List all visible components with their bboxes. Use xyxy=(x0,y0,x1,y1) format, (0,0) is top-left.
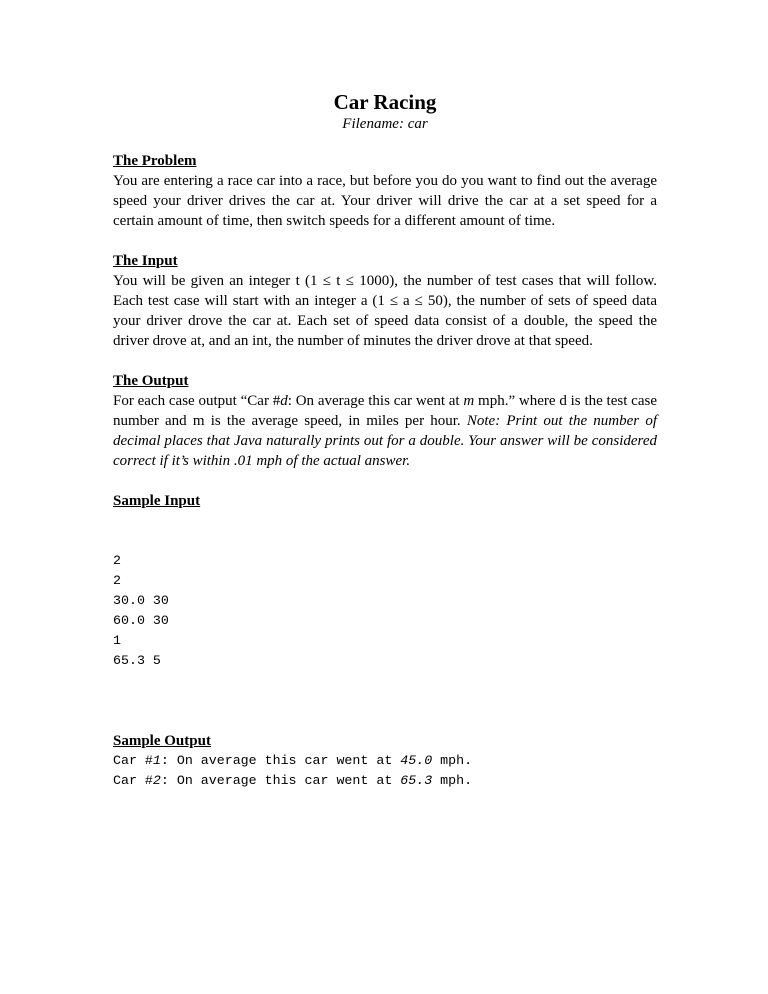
sample-output-prefix: Car # xyxy=(113,773,153,788)
output-section xyxy=(113,371,657,471)
sample-input-line: 30.0 30 xyxy=(113,593,169,608)
sample-input-line: 65.3 5 xyxy=(113,653,161,668)
output-heading: The Output xyxy=(113,373,189,389)
output-note: Note: Print out the number of decimal places that Java naturally prints out for a double. Your answer will be considered correct if it’s within .01 mph of the actual answer. xyxy=(113,413,657,469)
problem-heading: The Problem xyxy=(113,153,197,169)
sample-input-heading: Sample Input xyxy=(113,493,201,509)
sample-output-line xyxy=(113,771,657,791)
sample-output-speed: 45.0 xyxy=(400,753,433,768)
sample-output-mid: : On average this car went at xyxy=(160,773,401,788)
document-page xyxy=(113,90,657,811)
sample-input-section xyxy=(113,491,657,711)
sample-input-line: 2 xyxy=(113,553,121,568)
output-var-d: d xyxy=(280,393,288,409)
sample-input-block xyxy=(113,511,657,711)
document-subtitle: Filename: car xyxy=(342,116,428,132)
sample-output-line xyxy=(113,751,657,771)
output-var-m: m xyxy=(463,393,475,409)
sample-output-mid: : On average this car went at xyxy=(160,753,401,768)
document-title: Car Racing xyxy=(333,90,437,114)
sample-output-heading: Sample Output xyxy=(113,733,211,749)
output-text-part-1: For each case output “Car # xyxy=(113,393,281,409)
input-text: You will be given an integer t (1 ≤ t ≤ 1000), the number of test cases that will follow. Each test case will start with an integer a (1 ≤ a ≤ 50), the number of sets of speed data your driver drove the car at. Each set of speed data consist of a double, the speed the driver drove at, and an int, the number of minutes the driver drove at that speed. xyxy=(113,273,657,349)
output-text-part-2: : On average this car went at xyxy=(287,393,464,409)
output-text-part-3: mph.” where d is the test case number and m is the average speed, in miles per hour. xyxy=(113,393,657,429)
problem-section xyxy=(113,151,657,231)
sample-input-line: 1 xyxy=(113,633,121,648)
output-text xyxy=(113,391,657,471)
sample-output-case-number: 1 xyxy=(152,753,161,768)
input-section xyxy=(113,251,657,351)
sample-input-line: 2 xyxy=(113,573,121,588)
sample-input-line: 60.0 30 xyxy=(113,613,169,628)
sample-output-case-number: 2 xyxy=(152,773,161,788)
sample-output-suffix: mph. xyxy=(432,753,473,768)
input-heading: The Input xyxy=(113,253,178,269)
sample-output-block xyxy=(113,751,657,791)
sample-output-prefix: Car # xyxy=(113,753,153,768)
sample-output-section xyxy=(113,731,657,791)
sample-output-suffix: mph. xyxy=(432,773,473,788)
sample-output-speed: 65.3 xyxy=(400,773,433,788)
problem-text: You are entering a race car into a race, but before you do you want to find out the average speed your driver drives the car at. Your driver will drive the car at a set speed for a certain amount of time, then switch speeds for a different amount of time. xyxy=(113,173,657,229)
